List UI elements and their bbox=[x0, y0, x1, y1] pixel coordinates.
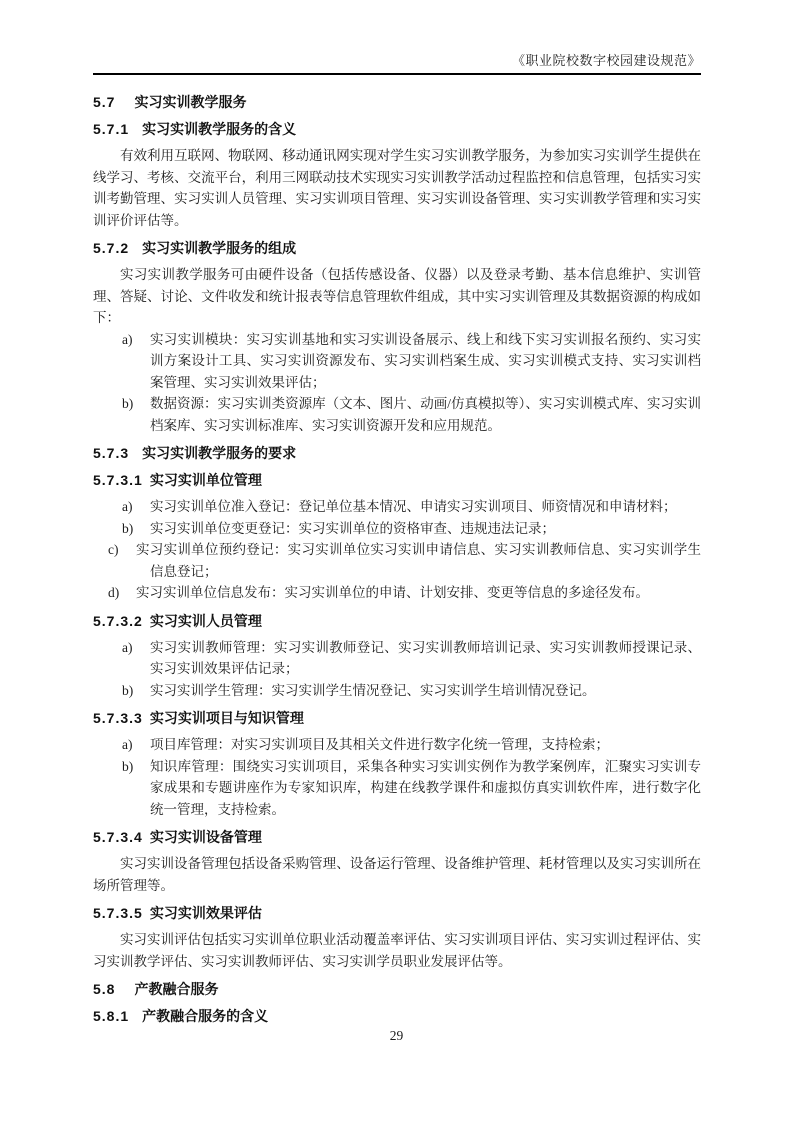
list-item bbox=[93, 329, 701, 394]
heading-title: 实习实训人员管理 bbox=[149, 612, 262, 629]
heading-number: 5.7.3.2 bbox=[93, 612, 143, 629]
heading-number: 5.8.1 bbox=[93, 1008, 130, 1024]
heading-5-7-3 bbox=[93, 443, 701, 463]
page-number: 29 bbox=[389, 1028, 404, 1043]
list-item-text: 项目库管理：对实习实训项目及其相关文件进行数字化统一管理，支持检索； bbox=[150, 737, 609, 752]
heading-title: 实习实训教学服务的含义 bbox=[142, 121, 297, 137]
list-item-marker: b) bbox=[122, 682, 134, 698]
heading-5-7-3-2 bbox=[93, 611, 701, 631]
list-item-marker: a) bbox=[122, 737, 133, 752]
heading-number: 5.7.3.1 bbox=[93, 472, 143, 488]
heading-number: 5.7 bbox=[93, 94, 116, 110]
heading-number: 5.7.3.3 bbox=[93, 710, 143, 726]
heading-title: 实习实训教学服务的要求 bbox=[142, 445, 297, 461]
list-item-text: 数据资源：实习实训类资源库（文本、图片、动画/仿真模拟等）、实习实训模式库、实习实训档案库、实习实训标准库、实习实训资源开发和应用规范。 bbox=[150, 396, 701, 433]
list-item bbox=[93, 734, 701, 756]
page-header bbox=[93, 0, 701, 75]
list-5-7-2 bbox=[93, 329, 701, 437]
heading-number: 5.7.3.5 bbox=[93, 905, 143, 921]
list-item-marker: b) bbox=[122, 396, 134, 411]
list-item-text: 实习实训教师管理：实习实训教师登记、实习实训教师培训记录、实习实训教师授课记录、实习实训效果评估记录； bbox=[150, 639, 701, 676]
heading-number: 5.7.3 bbox=[93, 445, 130, 461]
list-item: d) 实习实训单位信息发布：实习实训单位的申请、计划安排、变更等信息的多途径发布。 bbox=[108, 585, 649, 600]
heading-5-7-3-3 bbox=[93, 708, 701, 728]
list-item-text: 实习实训模块：实习实训基地和实习实训设备展示、线上和线下实习实训报名预约、实习实训方案设计工具、实习实训资源发布、实习实训档案生成、实习实训模式支持、实习实训档案管理、实习实训效果评估； bbox=[150, 331, 701, 390]
heading-number: 5.7.3.4 bbox=[93, 829, 143, 845]
paragraph-5-7-3-4: 实习实训设备管理包括设备采购管理、设备运行管理、设备维护管理、耗材管理以及实习实训所在场所管理等。 bbox=[93, 856, 701, 893]
list-item-marker: a) bbox=[122, 639, 133, 655]
list-item-text: 实习实训单位预约登记：实习实训单位实习实训申请信息、实习实训教师信息、实习实训学生信息登记； bbox=[136, 542, 701, 579]
heading-number: 5.7.1 bbox=[93, 121, 130, 137]
list-5-7-3-3 bbox=[93, 734, 701, 820]
list-item-marker: b) bbox=[122, 520, 134, 536]
list-item bbox=[93, 637, 701, 680]
heading-5-8-1 bbox=[93, 1006, 701, 1026]
list-item bbox=[93, 518, 701, 540]
heading-title: 实习实训教学服务的组成 bbox=[142, 240, 297, 256]
heading-title: 产教融合服务 bbox=[134, 981, 219, 997]
list-item-text: 实习实训单位变更登记：实习实训单位的资格审查、违规违法记录； bbox=[150, 520, 555, 536]
list-item bbox=[93, 393, 701, 436]
list-item: c) 实习实训单位预约登记：实习实训单位实习实训申请信息、实习实训教师信息、实习实训学生信息登记； bbox=[108, 542, 701, 579]
header-title: 《职业院校数字校园建设规范》 bbox=[511, 53, 701, 68]
heading-title: 实习实训效果评估 bbox=[149, 905, 262, 921]
list-item-marker: b) bbox=[122, 758, 134, 774]
heading-5-7-3-5 bbox=[93, 903, 701, 923]
heading-title: 产教融合服务的含义 bbox=[142, 1008, 269, 1024]
heading-5-7-2 bbox=[93, 238, 701, 258]
heading-5-7-3-1 bbox=[93, 470, 701, 490]
list-item bbox=[93, 680, 701, 702]
paragraph-5-7-1: 有效利用互联网、物联网、移动通讯网实现对学生实习实训教学服务，为参加实习实训学生提供在线学习、考核、交流平台，利用三网联动技术实现实习实训教学活动过程监控和信息管理，包括实习实训考勤管理、实习实训人员管理、实习实训项目管理、实习实训设备管理、实习实训教学管理和实习实训评价评估等。 bbox=[93, 148, 701, 228]
heading-title: 实习实训项目与知识管理 bbox=[149, 710, 304, 726]
heading-5-7-1 bbox=[93, 119, 701, 139]
list-item-text: 知识库管理：围绕实习实训项目，采集各种实习实训实例作为教学案例库，汇聚实习实训专家成果和专题讲座作为专家知识库，构建在线教学课件和虚拟仿真实训软件库，进行数字化统一管理，支持检索。 bbox=[150, 758, 701, 817]
list-item-text: 实习实训单位准入登记：登记单位基本情况、申请实习实训项目、师资情况和申请材料； bbox=[150, 499, 677, 514]
list-item-text: 实习实训学生管理：实习实训学生情况登记、实习实训学生培训情况登记。 bbox=[150, 682, 596, 698]
heading-title: 实习实训教学服务 bbox=[134, 94, 247, 110]
list-item bbox=[93, 496, 701, 518]
heading-number: 5.8 bbox=[93, 981, 116, 997]
list-5-7-3-1 bbox=[93, 496, 701, 604]
paragraph-5-7-2: 实习实训教学服务可由硬件设备（包括传感设备、仪器）以及登录考勤、基本信息维护、实训管理、答疑、讨论、文件收发和统计报表等信息管理软件组成，其中实习实训管理及其数据资源的构成如下： bbox=[93, 267, 701, 325]
paragraph-5-7-3-5: 实习实训评估包括实习实训单位职业活动覆盖率评估、实习实训项目评估、实习实训过程评估、实习实训教学评估、实习实训教师评估、实习实训学员职业发展评估等。 bbox=[93, 932, 701, 969]
list-item-marker: a) bbox=[122, 331, 133, 347]
heading-5-7-3-4 bbox=[93, 827, 701, 847]
list-5-7-3-2 bbox=[93, 637, 701, 702]
list-item bbox=[93, 756, 701, 821]
list-item-text: 实习实训单位信息发布：实习实训单位的申请、计划安排、变更等信息的多途径发布。 bbox=[136, 585, 649, 600]
heading-5-7 bbox=[93, 92, 701, 112]
heading-title: 实习实训单位管理 bbox=[149, 472, 262, 488]
heading-5-8 bbox=[93, 979, 701, 999]
list-item-marker: a) bbox=[122, 499, 133, 514]
heading-title: 实习实训设备管理 bbox=[149, 829, 262, 845]
heading-number: 5.7.2 bbox=[93, 240, 130, 256]
